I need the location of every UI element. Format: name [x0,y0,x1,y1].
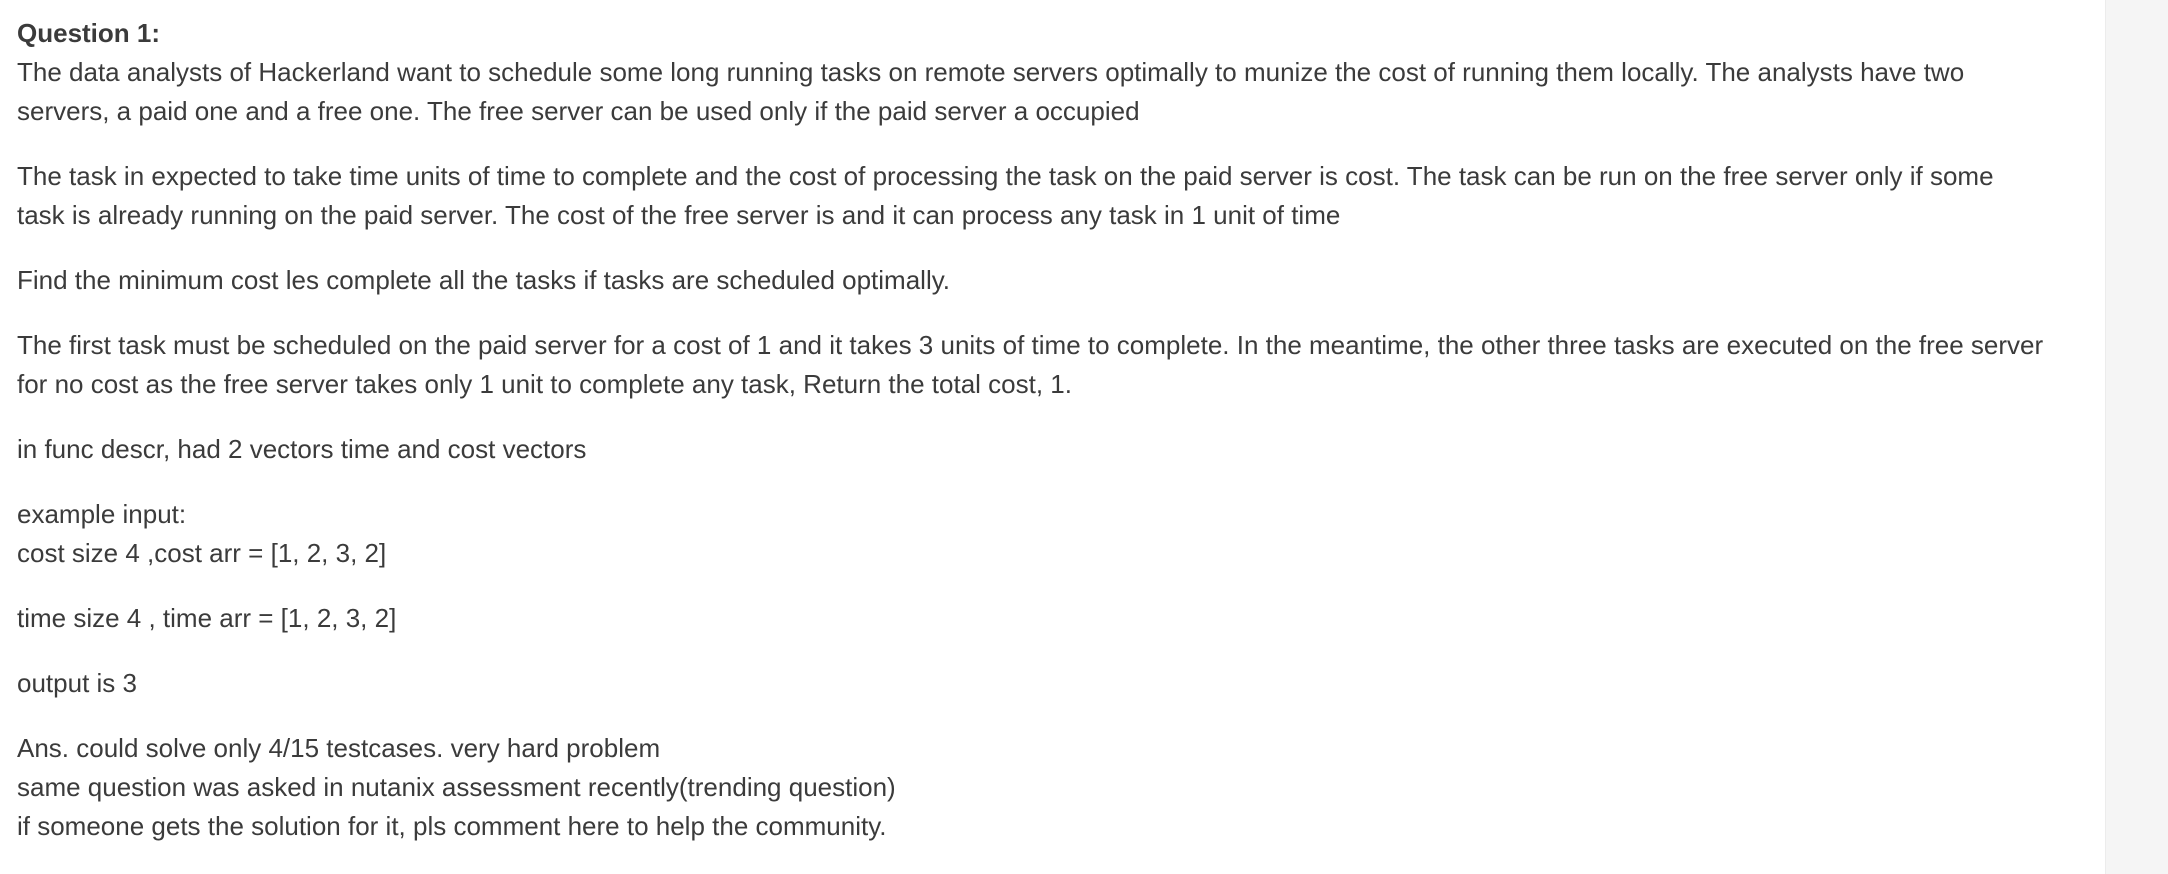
paragraph-example-input [17,495,2087,573]
paragraph-output [17,664,2087,703]
paragraph-line: same question was asked in nutanix assessment recently(trending question) [17,772,896,802]
paragraph-line: example input: [17,499,187,529]
paragraph-line: The first task must be scheduled on the paid server for a cost of 1 and it takes 3 units of time to complete. In the meantime, the other three tasks are executed on the free server [17,330,2044,360]
paragraph-answer-note [17,729,2087,846]
paragraph-line: task is already running on the paid server. The cost of the free server is and it can process any task in 1 unit of time [17,200,1341,230]
question-title: Question 1: [17,18,161,48]
paragraph-line: cost size 4 ,cost arr = [1, 2, 3, 2] [17,538,387,568]
paragraph-line: time size 4 , time arr = [1, 2, 3, 2] [17,603,397,633]
paragraph-line: The data analysts of Hackerland want to schedule some long running tasks on remote servers optimally to munize the cost of running them locally. The analysts have two [17,57,1965,87]
scrollbar-track[interactable] [2105,0,2168,874]
paragraph-objective [17,261,2087,300]
paragraph-line: The task in expected to take time units of time to complete and the cost of processing the task on the paid server is cost. The task can be run on the free server only if some [17,161,1994,191]
paragraph-line: Ans. could solve only 4/15 testcases. very hard problem [17,733,661,763]
paragraph-line: output is 3 [17,668,137,698]
paragraph-line: for no cost as the free server takes only 1 unit to complete any task, Return the total cost, 1. [17,369,1072,399]
paragraph-line: servers, a paid one and a free one. The free server can be used only if the paid server a occupied [17,96,1140,126]
paragraph-function-description [17,430,2087,469]
paragraph-problem-intro [17,53,2087,131]
paragraph-line: if someone gets the solution for it, pls comment here to help the community. [17,811,887,841]
paragraph-line: in func descr, had 2 vectors time and cost vectors [17,434,587,464]
post-content [17,14,2087,872]
paragraph-time-input [17,599,2087,638]
paragraph-line: Find the minimum cost les complete all the tasks if tasks are scheduled optimally. [17,265,951,295]
paragraph-task-description [17,157,2087,235]
paragraph-example-explanation [17,326,2087,404]
